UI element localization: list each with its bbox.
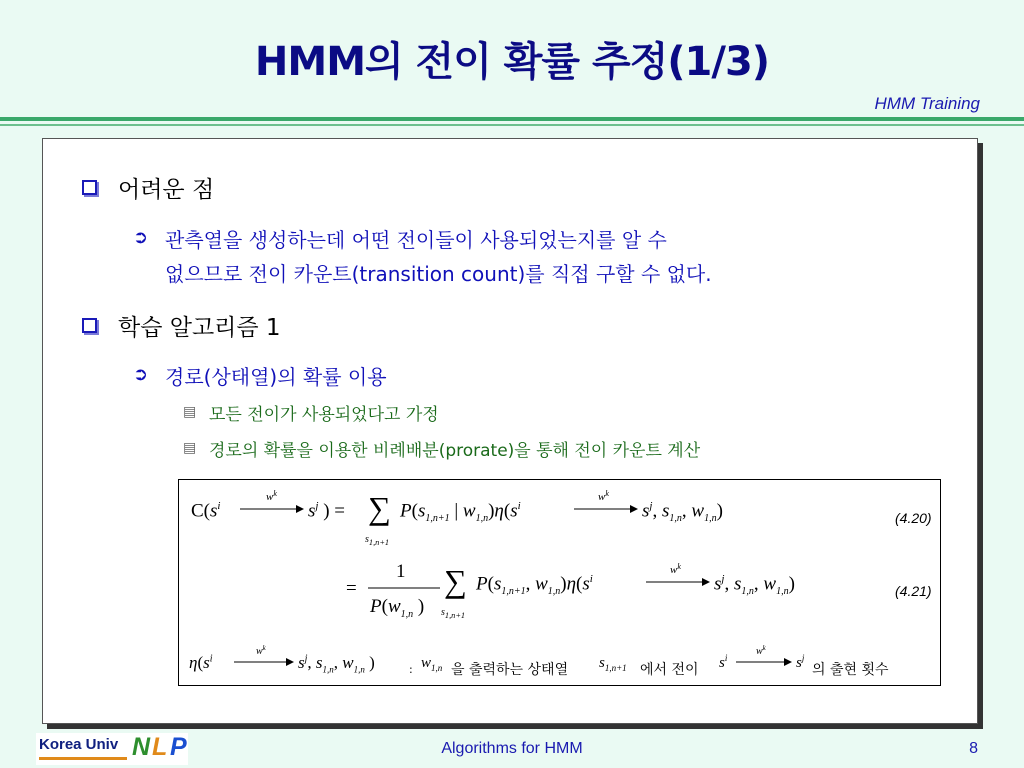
sum-subscript: $s_{1,n+1}$: [441, 607, 466, 620]
transition-arrow: [734, 645, 792, 667]
bullet-assume: 모든 전이가 사용되었다고 가정: [209, 405, 439, 425]
svg-text:wk: $w^k$: [670, 562, 681, 576]
note-text-2: 에서 전이: [640, 662, 699, 678]
svg-text:wk: $w^k$: [266, 489, 277, 503]
note-text-1: 을 출력하는 상태열: [451, 662, 569, 678]
footer-title: Algorithms for HMM: [441, 740, 583, 757]
eq-4-20-mid: $s^j$ ) =: [308, 500, 346, 522]
eq-4-21-prob: $P(s_{1,n+1}$, $w_{1,n})\eta(s^i$: [476, 573, 593, 598]
note-si: $s^i$: [719, 653, 728, 671]
note-text-3: 의 출현 횟수: [812, 662, 889, 678]
fraction-denominator: $P(w_{1,n}$ ): [370, 596, 425, 620]
svg-text:wk: $w^k$: [256, 644, 266, 657]
transition-arrow: [232, 645, 294, 667]
checkbox-icon: [82, 180, 97, 195]
checkbox-icon: [82, 318, 97, 333]
eq-number-4-21: (4.21): [895, 583, 932, 599]
transition-arrow: [238, 490, 304, 514]
eq-4-20-tail: $s^j$, $s_{1,n}$, $w_{1,n}$): [642, 500, 723, 525]
page-title: HMM의 전이 확률 추정(1/3): [254, 39, 770, 85]
sum-icon: ∑: [444, 563, 467, 599]
note-w: $w_{1,n}$: [421, 655, 443, 673]
bullet-line-1: 관측열을 생성하는데 어떤 전이들이 사용되었는지를 알 수: [165, 228, 667, 252]
eta-args: $s^j$, $s_{1,n}$, $w_{1,n}$ ): [298, 653, 375, 675]
bullet-algorithm: 학습 알고리즘 1: [118, 315, 281, 341]
bullet-line-2: 없으므로 전이 카운트(transition count)를 직접 구할 수 없다.: [165, 262, 712, 286]
header-rule-thin: [0, 124, 1024, 126]
sum-subscript: $s_{1,n+1}$: [365, 534, 390, 547]
transition-arrow: [572, 490, 638, 514]
eq-4-21-eq: =: [346, 578, 357, 599]
document-icon: ▤: [183, 404, 197, 420]
note-sj: $s^j$: [796, 653, 805, 671]
fraction-bar: [368, 587, 440, 589]
fraction-numerator: 1: [396, 561, 406, 582]
bullet-difficulty: 어려운 점: [118, 177, 215, 203]
eq-4-20-prob: $P(s_{1,n+1}$ | $w_{1,n})\eta(s^i$: [400, 500, 521, 525]
sum-icon: ∑: [368, 490, 391, 526]
arrow-icon: ➲: [133, 364, 149, 385]
arrow-icon: ➲: [133, 227, 149, 248]
page-number: 8: [969, 740, 978, 757]
document-icon: ▤: [183, 440, 197, 456]
svg-text:wk: $w^k$: [598, 489, 609, 503]
note-s: $s_{1,n+1}$: [599, 655, 627, 673]
header-rule: [0, 117, 1024, 121]
eq-number-4-20: (4.20): [895, 510, 932, 526]
eq-4-20-lhs: $C(s^i$: [191, 500, 221, 522]
bullet-path-prob: 경로(상태열)의 확률 이용: [165, 365, 387, 389]
note-colon: :: [409, 663, 413, 676]
bullet-prorate: 경로의 확률을 이용한 비례배분(prorate)을 통해 전이 카운트 계산: [209, 441, 701, 461]
korea-univ-nlp-logo: Korea Univ N L P: [36, 733, 188, 765]
eta-lhs: $\eta(s^i$: [189, 653, 213, 672]
transition-arrow: [644, 563, 710, 587]
eq-4-21-tail: $s^j$, $s_{1,n}$, $w_{1,n}$): [714, 573, 795, 598]
svg-text:wk: $w^k$: [756, 644, 766, 657]
section-subtitle: HMM Training: [874, 94, 980, 113]
